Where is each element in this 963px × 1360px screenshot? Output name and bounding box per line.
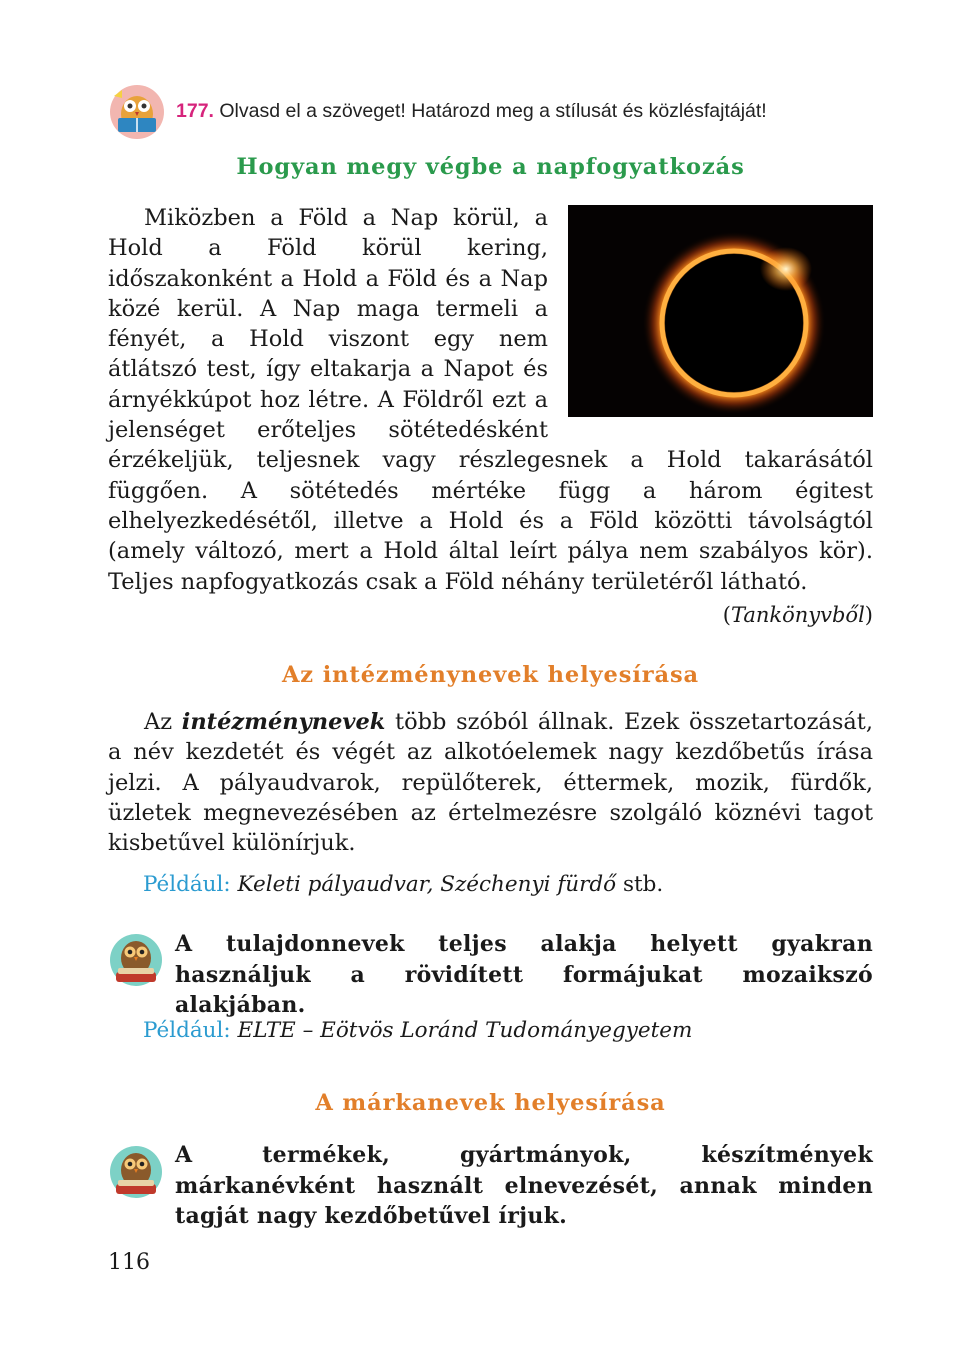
example-line-2 bbox=[143, 1018, 692, 1043]
brand-names-rule: A termékek, gyártmányok, készítmények márkanévként használt elnevezését, annak minden tagját nagy kezdőbetűvel írjuk. bbox=[175, 1142, 873, 1229]
exercise-instruction bbox=[176, 100, 767, 123]
example-line-1: Például: Keleti pályaudvar, Széchenyi fürdő stb. bbox=[143, 872, 664, 897]
solar-eclipse-image bbox=[568, 205, 873, 417]
owl-mascot-icon bbox=[108, 1142, 164, 1200]
section-title-brand-names: A márkanevek helyesírása bbox=[315, 1090, 666, 1116]
article-paragraph: Miközben a Föld a Nap körül, a Hold a Föld körül kering, időszakonként a Hold a Föld és a Nap közé kerül. A Nap maga termeli a fényét, a Hold viszont egy nem átlátszó test, így eltakarja a Napot és árnyékkúpot hoz létre. A Földről ezt a jelenséget erőteljes sötétedésként érzékeljük, teljesnek vagy részlegesnek a Hold takarásától függően. A sötétedés mértéke függ a három égitest elhelyezkedésétől, illetve a Hold és a Föld közötti távolságtól (amely változó, mert a Hold által leírt pálya nem szabályos kör). Teljes napfogyatkozás csak a Föld néhány területéről látható. bbox=[108, 205, 873, 595]
exercise-header bbox=[108, 84, 878, 144]
example-text: Keleti pályaudvar, Széchenyi fürdő bbox=[237, 872, 617, 897]
key-term: intézménynevek bbox=[181, 709, 386, 735]
article-title: Hogyan megy végbe a napfogyatkozás bbox=[236, 154, 745, 180]
institution-names-paragraph: Az intézménynevek több szóból állnak. Ezek összetartozását, a név kezdetét és végét az alkotóelemek nagy kezdőbetűs írása jelzi. A pályaudvarok, repülőterek, éttermek, mozik, fürdők, üzletek megnevezésében az értelmezésre szolgáló köznévi tagot kisbetűvel különírjuk. bbox=[108, 709, 873, 857]
acronym-rule: A tulajdonnevek teljes alakja helyett gyakran használjuk a rövidített formájukat mozaikszó alakjában. bbox=[175, 931, 873, 1018]
page-number: 116 bbox=[108, 1250, 150, 1275]
owl-mascot-icon bbox=[108, 930, 164, 988]
article-body bbox=[108, 203, 873, 597]
example-text: ELTE – Eötvös Loránd Tudományegyetem bbox=[237, 1018, 693, 1043]
example-label: Például: bbox=[143, 1018, 231, 1043]
exercise-number: 177. bbox=[176, 100, 214, 122]
reading-owl-icon bbox=[108, 84, 166, 140]
article-source: (Tankönyvből) bbox=[722, 603, 873, 627]
exercise-instruction-text: Olvasd el a szöveget! Határozd meg a stílusát és közlésfajtáját! bbox=[219, 100, 767, 122]
section-title-institution-names: Az intézménynevek helyesírása bbox=[281, 662, 700, 688]
example-label: Például: bbox=[143, 872, 231, 897]
